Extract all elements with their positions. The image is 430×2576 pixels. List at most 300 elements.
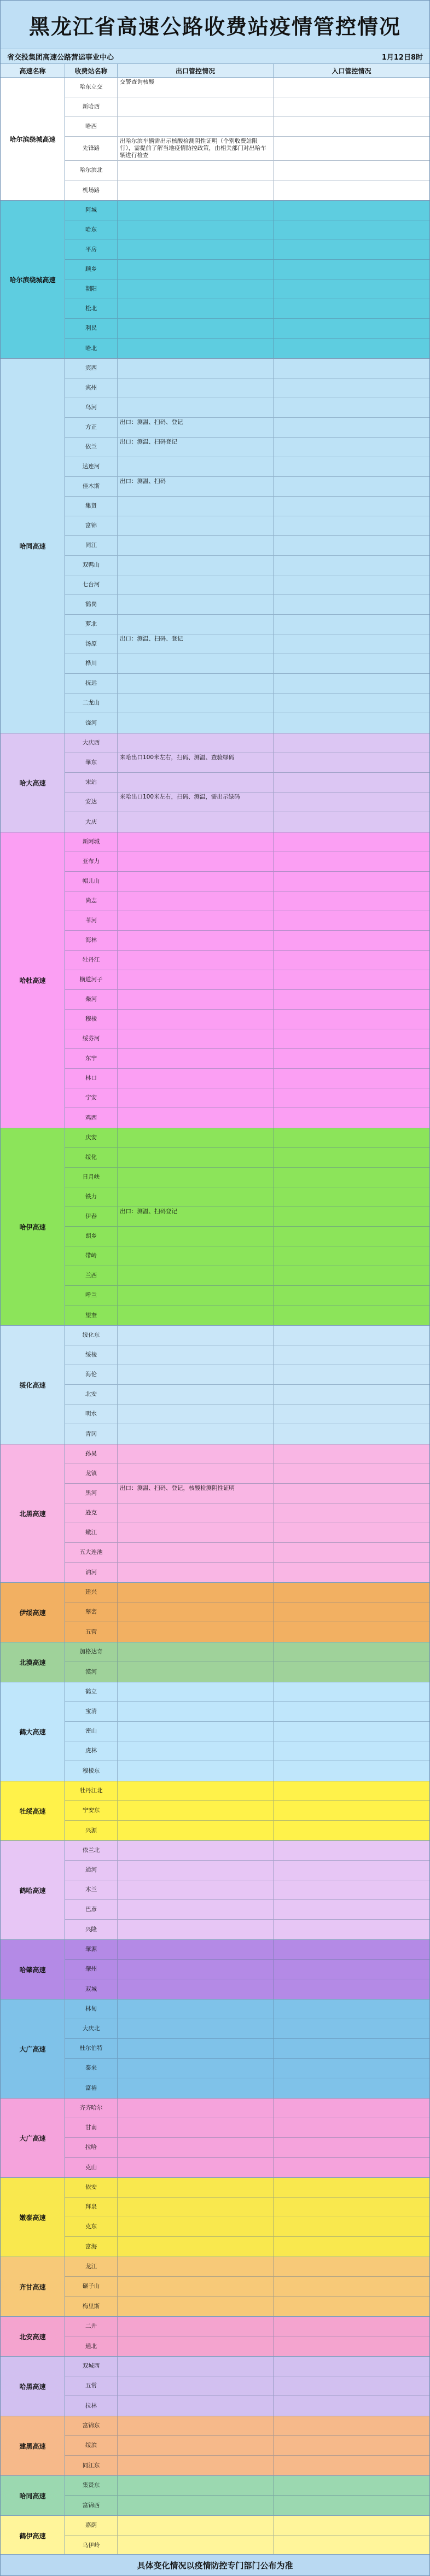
table-row: [65, 438, 429, 457]
table-row: [65, 2118, 429, 2138]
exit-control: [118, 2376, 274, 2396]
exit-control: [118, 1642, 274, 1662]
table-row: [65, 1365, 429, 1385]
table-row: [65, 812, 429, 832]
table-row: [65, 497, 429, 516]
exit-control: [118, 1622, 274, 1642]
station-name: 克山: [65, 2158, 118, 2177]
station-name: 阿城: [65, 201, 118, 220]
entrance-control: [274, 2317, 429, 2336]
road-group: [1, 2317, 429, 2357]
table-row: [65, 1187, 429, 1207]
entrance-control: [274, 201, 429, 220]
table-row: [65, 1286, 429, 1306]
table-row: [65, 832, 429, 852]
exit-control: [118, 970, 274, 989]
exit-control: 出口：测温、扫码、登记，核酸检测阴性证明: [118, 1484, 274, 1503]
station-rows: [65, 2317, 429, 2356]
station-rows: [65, 201, 429, 358]
entrance-control: [274, 1286, 429, 1305]
road-group: [1, 1128, 429, 1326]
road-name: 鹤伊高速: [1, 2516, 65, 2555]
table-row: [65, 1900, 429, 1920]
station-name: 依兰: [65, 438, 118, 457]
station-name: 绥化: [65, 1148, 118, 1167]
station-name: 海林: [65, 931, 118, 950]
road-group: [1, 2000, 429, 2099]
table-row: [65, 1622, 429, 1642]
exit-control: 出口：测温、扫码登记: [118, 1207, 274, 1226]
station-name: 孙吴: [65, 1444, 118, 1464]
road-name: 建黑高速: [1, 2416, 65, 2475]
exit-control: [118, 1069, 274, 1088]
entrance-control: [274, 2496, 429, 2515]
table-row: [65, 1880, 429, 1900]
table-row: [65, 654, 429, 674]
road-group: [1, 2516, 429, 2556]
station-name: 佳木斯: [65, 477, 118, 496]
entrance-control: [274, 1602, 429, 1622]
station-name: 机场路: [65, 180, 118, 200]
exit-control: [118, 2536, 274, 2555]
exit-control: [118, 240, 274, 259]
road-name: 哈同高速: [1, 2476, 65, 2515]
entrance-control: [274, 2357, 429, 2376]
road-group: [1, 2257, 429, 2317]
table-row: [65, 1246, 429, 1266]
exit-control: [118, 1424, 274, 1444]
station-name: 富海: [65, 2237, 118, 2257]
table-row: [65, 1662, 429, 1682]
exit-control: [118, 1880, 274, 1899]
exit-control: [118, 1187, 274, 1207]
station-name: 哈尔滨北: [65, 161, 118, 180]
entrance-control: [274, 1662, 429, 1682]
footer-note: 具体变化情况以疫情防控专门部门公布为准: [1, 2554, 429, 2575]
table-row: [65, 2536, 429, 2555]
road-group: [1, 359, 429, 733]
station-name: 绥滨: [65, 2436, 118, 2455]
entrance-control: [274, 2396, 429, 2416]
exit-control: [118, 1920, 274, 1939]
table-row: [65, 1484, 429, 1503]
exit-control: [118, 773, 274, 792]
road-group: [1, 2476, 429, 2516]
exit-control: [118, 1010, 274, 1029]
station-name: 通北: [65, 2336, 118, 2356]
station-rows: [65, 733, 429, 832]
entrance-control: [274, 1069, 429, 1088]
table-row: [65, 2198, 429, 2217]
table-row: [65, 713, 429, 733]
table-row: [65, 1069, 429, 1088]
table-row: [65, 1404, 429, 1424]
exit-control: [118, 2198, 274, 2217]
exit-control: [118, 1602, 274, 1622]
station-name: 林甸: [65, 2000, 118, 2019]
table-row: [65, 1960, 429, 1979]
entrance-control: [274, 1306, 429, 1325]
entrance-control: [274, 951, 429, 970]
entrance-control: [274, 1365, 429, 1384]
station-name: 富锦: [65, 516, 118, 535]
road-name: 绥化高速: [1, 1326, 65, 1444]
exit-control: [118, 180, 274, 200]
exit-control: 出哈尔滨车辆需出示核酸检测阴性证明（个别收费站限行），需提前了解当地疫情防控政策，由相关部门对出哈车辆进行检查: [118, 137, 274, 160]
entrance-control: [274, 1444, 429, 1464]
table-row: [65, 1642, 429, 1662]
exit-control: [118, 832, 274, 852]
header-station: 收费站名称: [65, 64, 118, 77]
table-row: [65, 970, 429, 990]
exit-control: [118, 1979, 274, 1999]
table-row: [65, 1940, 429, 1960]
entrance-control: [274, 753, 429, 772]
exit-control: [118, 299, 274, 318]
entrance-control: [274, 378, 429, 398]
station-name: 青冈: [65, 1424, 118, 1444]
source-text: 省交投集团高速公路营运事业中心: [7, 53, 114, 62]
exit-control: [118, 2217, 274, 2236]
exit-control: [118, 2039, 274, 2058]
road-group: [1, 1642, 429, 1682]
entrance-control: [274, 398, 429, 417]
exit-control: [118, 556, 274, 575]
entrance-control: [274, 1563, 429, 1582]
table-row: [65, 260, 429, 279]
table-row: [65, 1503, 429, 1523]
station-name: 拜泉: [65, 2198, 118, 2217]
table-row: [65, 911, 429, 931]
table-row: [65, 1464, 429, 1484]
exit-control: [118, 2336, 274, 2356]
station-name: 五常: [65, 2376, 118, 2396]
exit-control: [118, 497, 274, 516]
exit-control: [118, 1761, 274, 1781]
entrance-control: [274, 2000, 429, 2019]
station-name: 朝阳: [65, 279, 118, 299]
station-name: 集贤: [65, 497, 118, 516]
station-name: 鸡西: [65, 1108, 118, 1128]
exit-control: [118, 1326, 274, 1345]
entrance-control: [274, 438, 429, 457]
station-rows: [65, 1444, 429, 1582]
entrance-control: [274, 1345, 429, 1365]
table-row: [65, 2357, 429, 2376]
station-name: 亚布力: [65, 852, 118, 871]
table-row: [65, 201, 429, 220]
table-row: [65, 1266, 429, 1286]
entrance-control: [274, 137, 429, 160]
exit-control: [118, 575, 274, 595]
exit-control: [118, 615, 274, 634]
entrance-control: [274, 575, 429, 595]
exit-control: [118, 872, 274, 891]
entrance-control: [274, 260, 429, 279]
table-row: [65, 2059, 429, 2078]
entrance-control: [274, 1920, 429, 1939]
station-name: 富锦东: [65, 2416, 118, 2435]
station-name: 宾西: [65, 359, 118, 378]
table-row: [65, 2277, 429, 2297]
table-row: [65, 674, 429, 693]
table-row: [65, 2396, 429, 2416]
station-name: 帽儿山: [65, 872, 118, 891]
table-row: [65, 378, 429, 398]
entrance-control: [274, 970, 429, 989]
road-group: [1, 2357, 429, 2416]
entrance-control: [274, 1385, 429, 1404]
entrance-control: [274, 693, 429, 713]
exit-control: [118, 2396, 274, 2416]
station-name: 新哈西: [65, 97, 118, 116]
station-name: 牡丹江北: [65, 1781, 118, 1800]
entrance-control: [274, 339, 429, 358]
station-name: 虎林: [65, 1741, 118, 1761]
exit-control: [118, 2416, 274, 2435]
station-name: 尚志: [65, 891, 118, 911]
station-name: 哈西: [65, 117, 118, 136]
station-name: 肇东: [65, 753, 118, 772]
table-row: [65, 1682, 429, 1702]
header-entrance: 入口管控情况: [332, 67, 371, 75]
entrance-control: [274, 1168, 429, 1187]
exit-control: [118, 654, 274, 673]
station-name: 二井: [65, 2317, 118, 2336]
entrance-control: [274, 2456, 429, 2475]
entrance-control: [274, 1187, 429, 1207]
table-row: [65, 1979, 429, 1999]
station-name: 带岭: [65, 1246, 118, 1266]
exit-control: [118, 279, 274, 299]
entrance-control: [274, 319, 429, 338]
table-row: [65, 1326, 429, 1345]
entrance-control: [274, 812, 429, 832]
exit-control: [118, 812, 274, 832]
station-name: 兴隆: [65, 1920, 118, 1939]
table-row: [65, 1207, 429, 1227]
table-row: [65, 634, 429, 654]
road-group: [1, 1682, 429, 1781]
table-row: [65, 951, 429, 970]
exit-control: [118, 161, 274, 180]
exit-control: [118, 1246, 274, 1266]
station-name: 牡丹江: [65, 951, 118, 970]
road-group: [1, 2099, 429, 2178]
exit-control: [118, 1722, 274, 1741]
table-row: [65, 1861, 429, 1880]
entrance-control: [274, 654, 429, 673]
station-name: 齐齐哈尔: [65, 2099, 118, 2118]
exit-control: [118, 891, 274, 911]
exit-control: 交警查询核酸: [118, 78, 274, 97]
table-row: [65, 2317, 429, 2336]
exit-control: [118, 1563, 274, 1582]
table-row: [65, 615, 429, 634]
exit-control: [118, 1306, 274, 1325]
station-rows: [65, 1326, 429, 1444]
table-row: [65, 1128, 429, 1148]
table-row: [65, 2237, 429, 2257]
station-rows: [65, 2099, 429, 2177]
station-name: 鹤立: [65, 1682, 118, 1701]
station-name: 鸟河: [65, 398, 118, 417]
entrance-control: [274, 2019, 429, 2038]
entrance-control: [274, 872, 429, 891]
exit-control: [118, 220, 274, 240]
table-row: [65, 161, 429, 180]
entrance-control: [274, 299, 429, 318]
road-group: [1, 1326, 429, 1444]
entrance-control: [274, 1464, 429, 1483]
entrance-control: [274, 1642, 429, 1662]
station-rows: [65, 2357, 429, 2416]
table-row: [65, 516, 429, 536]
station-name: 鹤岗: [65, 595, 118, 614]
entrance-control: [274, 1128, 429, 1147]
entrance-control: [274, 556, 429, 575]
exit-control: [118, 1583, 274, 1602]
station-name: 先锋路: [65, 137, 118, 160]
exit-control: [118, 2516, 274, 2535]
table-row: [65, 1345, 429, 1365]
table-row: [65, 595, 429, 615]
exit-control: [118, 1960, 274, 1979]
station-name: 望奎: [65, 1306, 118, 1325]
exit-control: [118, 2118, 274, 2137]
station-name: 松北: [65, 299, 118, 318]
exit-control: [118, 931, 274, 950]
exit-control: [118, 457, 274, 476]
entrance-control: [274, 1404, 429, 1424]
station-name: 杜尔伯特: [65, 2039, 118, 2058]
table-row: [65, 1920, 429, 1939]
station-rows: [65, 2257, 429, 2316]
station-name: 同江东: [65, 2456, 118, 2475]
station-name: 宁安: [65, 1088, 118, 1108]
info-bar: [1, 49, 429, 63]
road-name: 哈肇高速: [1, 1940, 65, 1999]
station-name: 大庆: [65, 812, 118, 832]
entrance-control: [274, 2277, 429, 2296]
station-name: 富锦西: [65, 2496, 118, 2515]
exit-control: [118, 2099, 274, 2118]
station-name: 达连河: [65, 457, 118, 476]
road-group: [1, 1940, 429, 2000]
road-name: 大广高速: [1, 2000, 65, 2098]
station-name: 碾子山: [65, 2277, 118, 2296]
table-row: [65, 137, 429, 161]
exit-control: [118, 1940, 274, 1959]
entrance-control: [274, 161, 429, 180]
station-name: 七台河: [65, 575, 118, 595]
table-row: [65, 418, 429, 438]
station-name: 木兰: [65, 1880, 118, 1899]
entrance-control: [274, 516, 429, 535]
exit-control: [118, 201, 274, 220]
entrance-control: [274, 78, 429, 97]
table-row: [65, 1029, 429, 1049]
table-row: [65, 117, 429, 137]
exit-control: [118, 516, 274, 535]
exit-control: 出口：测温、扫码登记: [118, 438, 274, 457]
station-rows: [65, 832, 429, 1128]
exit-control: [118, 1385, 274, 1404]
exit-control: [118, 1029, 274, 1048]
exit-control: [118, 911, 274, 930]
table-row: [65, 2078, 429, 2098]
table-row: [65, 2138, 429, 2158]
exit-control: [118, 2277, 274, 2296]
exit-control: [118, 693, 274, 713]
road-name: 鹤大高速: [1, 1682, 65, 1781]
road-name: 北漠高速: [1, 1642, 65, 1682]
station-rows: [65, 2516, 429, 2555]
entrance-control: [274, 1841, 429, 1860]
exit-control: [118, 1266, 274, 1285]
table-row: [65, 1841, 429, 1861]
entrance-control: [274, 891, 429, 911]
station-name: 绥芬河: [65, 1029, 118, 1048]
station-name: 方正: [65, 418, 118, 437]
exit-control: 出口：测温、扫码、登记: [118, 634, 274, 654]
table-row: [65, 1801, 429, 1821]
station-name: 同江: [65, 536, 118, 555]
station-name: 新阿城: [65, 832, 118, 852]
exit-control: [118, 2297, 274, 2316]
exit-control: [118, 2357, 274, 2376]
table-row: [65, 1148, 429, 1168]
entrance-control: [274, 1722, 429, 1741]
road-name: 伊绥高速: [1, 1583, 65, 1642]
exit-control: [118, 1286, 274, 1305]
table-header: [1, 63, 429, 78]
entrance-control: [274, 1029, 429, 1048]
table-row: [65, 457, 429, 477]
table-row: [65, 2257, 429, 2277]
entrance-control: [274, 1940, 429, 1959]
entrance-control: [274, 832, 429, 852]
road-group: [1, 2178, 429, 2257]
entrance-control: [274, 2138, 429, 2157]
entrance-control: [274, 2257, 429, 2276]
entrance-control: [274, 1424, 429, 1444]
page-title: 黑龙江省高速公路收费站疫情管控情况: [1, 1, 429, 49]
road-name: 哈伊高速: [1, 1128, 65, 1325]
station-name: 兴源: [65, 1821, 118, 1840]
road-name: 北安高速: [1, 2317, 65, 2356]
station-rows: [65, 2000, 429, 2098]
exit-control: [118, 1543, 274, 1562]
entrance-control: [274, 1207, 429, 1226]
station-name: 萝北: [65, 615, 118, 634]
station-name: 宝清: [65, 1702, 118, 1721]
entrance-control: [274, 1682, 429, 1701]
exit-control: [118, 398, 274, 417]
entrance-control: [274, 97, 429, 116]
table-row: [65, 536, 429, 556]
road-group: [1, 1583, 429, 1642]
exit-control: [118, 2158, 274, 2177]
entrance-control: [274, 1583, 429, 1602]
table-row: [65, 1088, 429, 1108]
exit-control: [118, 1365, 274, 1384]
entrance-control: [274, 1861, 429, 1880]
table-row: [65, 299, 429, 319]
date-text: 1月12日8时: [381, 53, 423, 62]
exit-control: [118, 2019, 274, 2038]
entrance-control: [274, 2416, 429, 2435]
